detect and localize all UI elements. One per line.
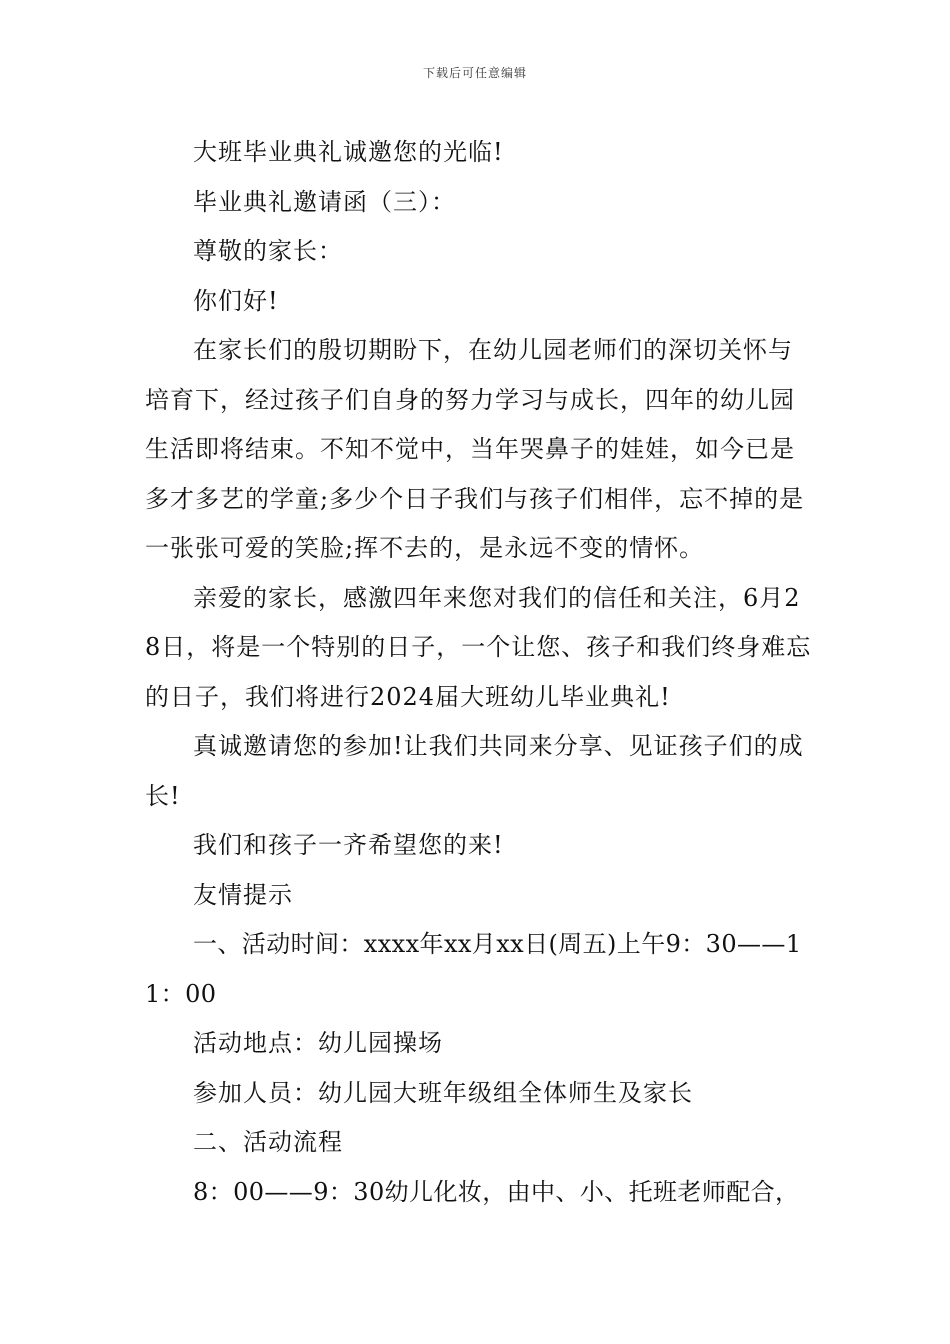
section-heading: 二、活动流程	[193, 1128, 343, 1156]
activity-time: 一、活动时间：xxxx年xx月xx日(周五)上午9：30——11：00	[145, 930, 802, 1008]
activity-location: 活动地点：幼儿园操场	[193, 1029, 443, 1057]
page-header: 下载后可任意编辑	[422, 66, 527, 80]
document-body	[145, 128, 815, 1217]
schedule-item: 8：00——9：30幼儿化妆，由中、小、托班老师配合，	[193, 1177, 800, 1206]
greeting: 你们好!	[193, 286, 279, 315]
body-paragraph: 在家长们的殷切期盼下，在幼儿园老师们的深切关怀与培育下，经过孩子们自身的努力学习与成长，四年的幼儿园生活即将结束。不知不觉中，当年哭鼻子的娃娃，如今已是多才多艺的学童;多少个日子我们与孩子们相伴，忘不掉的是一张张可爱的笑脸;挥不去的，是永远不变的情怀。	[145, 336, 805, 562]
letter-title: 毕业典礼邀请函（三）：	[193, 187, 456, 216]
section-heading: 友情提示	[193, 880, 293, 909]
body-paragraph: 真诚邀请您的参加!让我们共同来分享、见证孩子们的成长!	[145, 732, 804, 810]
participants: 参加人员：幼儿园大班年级组全体师生及家长	[193, 1078, 693, 1107]
salutation: 尊敬的家长：	[193, 237, 343, 265]
body-paragraph: 我们和孩子一齐希望您的来!	[193, 831, 504, 859]
body-paragraph: 亲爱的家长，感激四年来您对我们的信任和关注，6月28日，将是一个特别的日子，一个让您、孩子和我们终身难忘的日子，我们将进行2024届大班幼儿毕业典礼!	[145, 583, 812, 711]
invitation-heading: 大班毕业典礼诚邀您的光临!	[193, 138, 504, 166]
